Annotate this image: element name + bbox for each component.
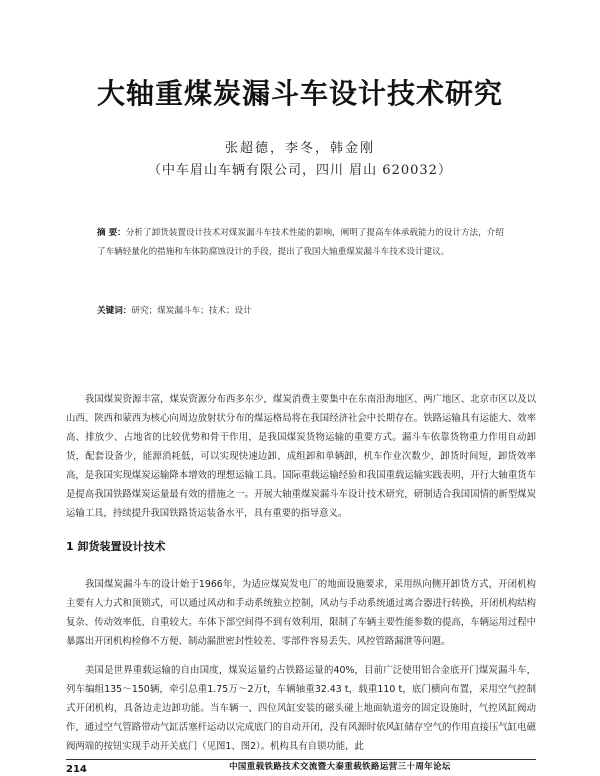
paper-title: 大轴重煤炭漏斗车设计技术研究 (96, 77, 503, 110)
keywords-label: 关键词： (97, 306, 132, 316)
section-paragraph: 我国煤炭漏斗车的设计始于1966年，为适应煤炭发电厂的地面设施要求，采用纵向侧开卸货方式，开闭机构主要有人力式和顶锁式，可以通过风动和手动系统独立控制，风动与手动系统通过离合器进行转换，开闭机构结构复杂、传动效率低、自重较大。车体下部空间得不到有效利用，限制了车辆主要性能参数的提高，车辆运用过程中暴露出开闭机构检修不方便、制动漏泄密封性较差、零部件容易丢失、风控管路漏泄等问题。 (66, 579, 536, 648)
abstract-label: 摘 要： (97, 228, 126, 238)
keywords-block (97, 304, 507, 318)
keywords-text: 研究；煤炭漏斗车；技术；设计 (131, 306, 252, 316)
section-heading: 1 卸货装置设计技术 (66, 540, 166, 553)
conference-footer: 中国重载铁路技术交流暨大秦重载铁路运营三十周年论坛 (229, 761, 451, 771)
abstract-text: 分析了卸货装置设计技术对煤炭漏斗车技术性能的影响，阐明了提高车体承载能力的设计方法，介绍了车辆轻量化的措施和车体防腐蚀设计的手段，提出了我国大轴重煤炭漏斗车技术设计建议。 (97, 228, 504, 257)
section-paragraph: 美国是世界重载运输的自由国度，煤炭运量约占铁路运量的40%，目前广泛使用铝合金底开门煤炭漏斗车，列车编组135～150辆，牵引总重1.75万～2万t，车辆轴重32.43 t，载重110 t，底门横向布置，采用空气控制式开闭机构，具备边走边卸功能。当车辆一、四位风缸安装的磁头碰上地面轨道旁的固定设施时，气控风缸阀动作，通过空气管路带动气缸活塞杆运动以完成底门的自动开闭，没有风源时依风缸储存空气的作用直接压气缸电磁阀两端的按钮实现手动开关底门（见图1、图2）。机构具有自锁功能，此 (66, 665, 536, 753)
intro-paragraph: 我国煤炭资源丰富，煤炭资源分布西多东少，煤炭消费主要集中在东南沿海地区、两广地区、北京市区以及以山西、陕西和蒙西为核心向周边放射状分布的煤运格局将在我国经济社会中长期存在。铁路运输具有运能大、效率高、排放少、占地省的比较优势和骨干作用，是我国煤炭货物运输的重要方式。漏斗车依靠货物重力作用自动卸货，配套设备少，能源消耗低，可以实现快速边卸、成组卸和单辆卸，机车作业次数少，卸货时间短，卸货效率高，是我国实现煤炭运输降本增效的理想运输工具。国际重载运输经验和我国重载运输实践表明，开行大轴重货车是提高我国铁路煤炭运量最有效的措施之一。开展大轴重煤炭漏斗车设计技术研究，研制适合我国国情的新型煤炭运输工具，持续提升我国铁路货运装备水平，具有重要的指导意义。 (66, 394, 536, 520)
author-list: 张超德，李冬，韩金刚 (224, 141, 375, 156)
author-affiliation: （中车眉山车辆有限公司，四川 眉山 620032） (148, 163, 452, 178)
page-number: 214 (66, 764, 87, 775)
abstract-block (97, 224, 507, 262)
